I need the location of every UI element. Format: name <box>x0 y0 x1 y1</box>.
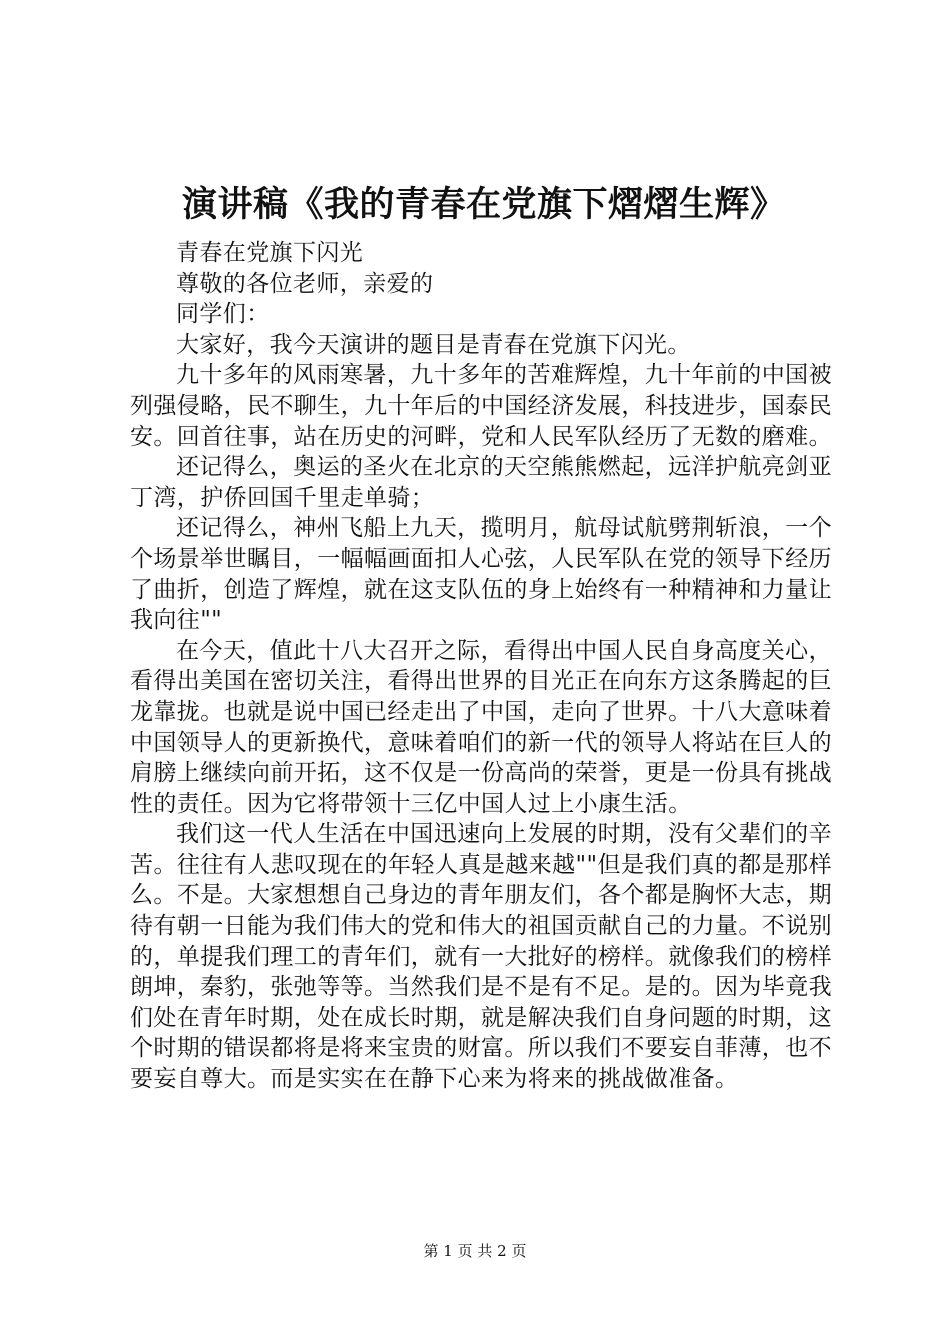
paragraph-body-2: 还记得么，奥运的圣火在北京的天空熊熊燃起，远洋护航亮剑亚丁湾，护侨回国千里走单骑； <box>130 454 832 511</box>
paragraph-salutation-2: 同学们： <box>176 301 270 328</box>
document-page <box>130 180 832 1095</box>
paragraph-greeting: 大家好，我今天演讲的题目是青春在党旗下闪光。 <box>176 331 691 358</box>
paragraph-body-4: 在今天，值此十八大召开之际，看得出中国人民自身高度关心，看得出美国在密切关注，看得出世界的目光正在向东方这条腾起的巨龙靠拢。也就是说中国已经走出了中国，走向了世界。十八大意味着中国领导人的更新换代，意味着咱们的新一代的领导人将站在巨人的肩膀上继续向前开拓，这不仅是一份高尚的荣誉，更是一份具有挑战性的责任。因为它将带领十三亿中国人过上小康生活。 <box>130 637 832 817</box>
paragraph-body-5: 我们这一代人生活在中国迅速向上发展的时期，没有父辈们的辛苦。往往有人悲叹现在的年轻人真是越来越""但是我们真的都是那样么。不是。大家想想自己身边的青年朋友们，各个都是胸怀大志，期待有朝一日能为我们伟大的党和伟大的祖国贡献自己的力量。不说别的，单提我们理工的青年们，就有一大批好的榜样。就像我们的榜样朗坤，秦豹，张弛等等。当然我们是不是有不足。是的。因为毕竟我们处在青年时期，处在成长时期，就是解决我们自身问题的时期，这个时期的错误都将是将来宝贵的财富。所以我们不要妄自菲薄，也不要妄自尊大。而是实实在在静下心来为将来的挑战做准备。 <box>130 821 832 1093</box>
page-footer: 第 1 页 共 2 页 <box>423 1242 527 1260</box>
paragraph-body-1: 九十多年的风雨寒暑，九十多年的苦难辉煌，九十年前的中国被列强侵略，民不聊生，九十年后的中国经济发展，科技进步，国泰民安。回首往事，站在历史的河畔，党和人民军队经历了无数的磨难。 <box>130 362 832 450</box>
paragraph-subtitle: 青春在党旗下闪光 <box>176 240 364 266</box>
document-title: 演讲稿《我的青春在党旗下熠熠生辉》 <box>182 184 786 225</box>
paragraph-salutation-1: 尊敬的各位老师，亲爱的 <box>176 270 434 297</box>
paragraph-body-3: 还记得么，神州飞船上九天，揽明月，航母试航劈荆斩浪，一个个场景举世瞩目，一幅幅画面扣人心弦，人民军队在党的领导下经历了曲折，创造了辉煌，就在这支队伍的身上始终有一种精神和力量让我向往"" <box>130 515 832 634</box>
